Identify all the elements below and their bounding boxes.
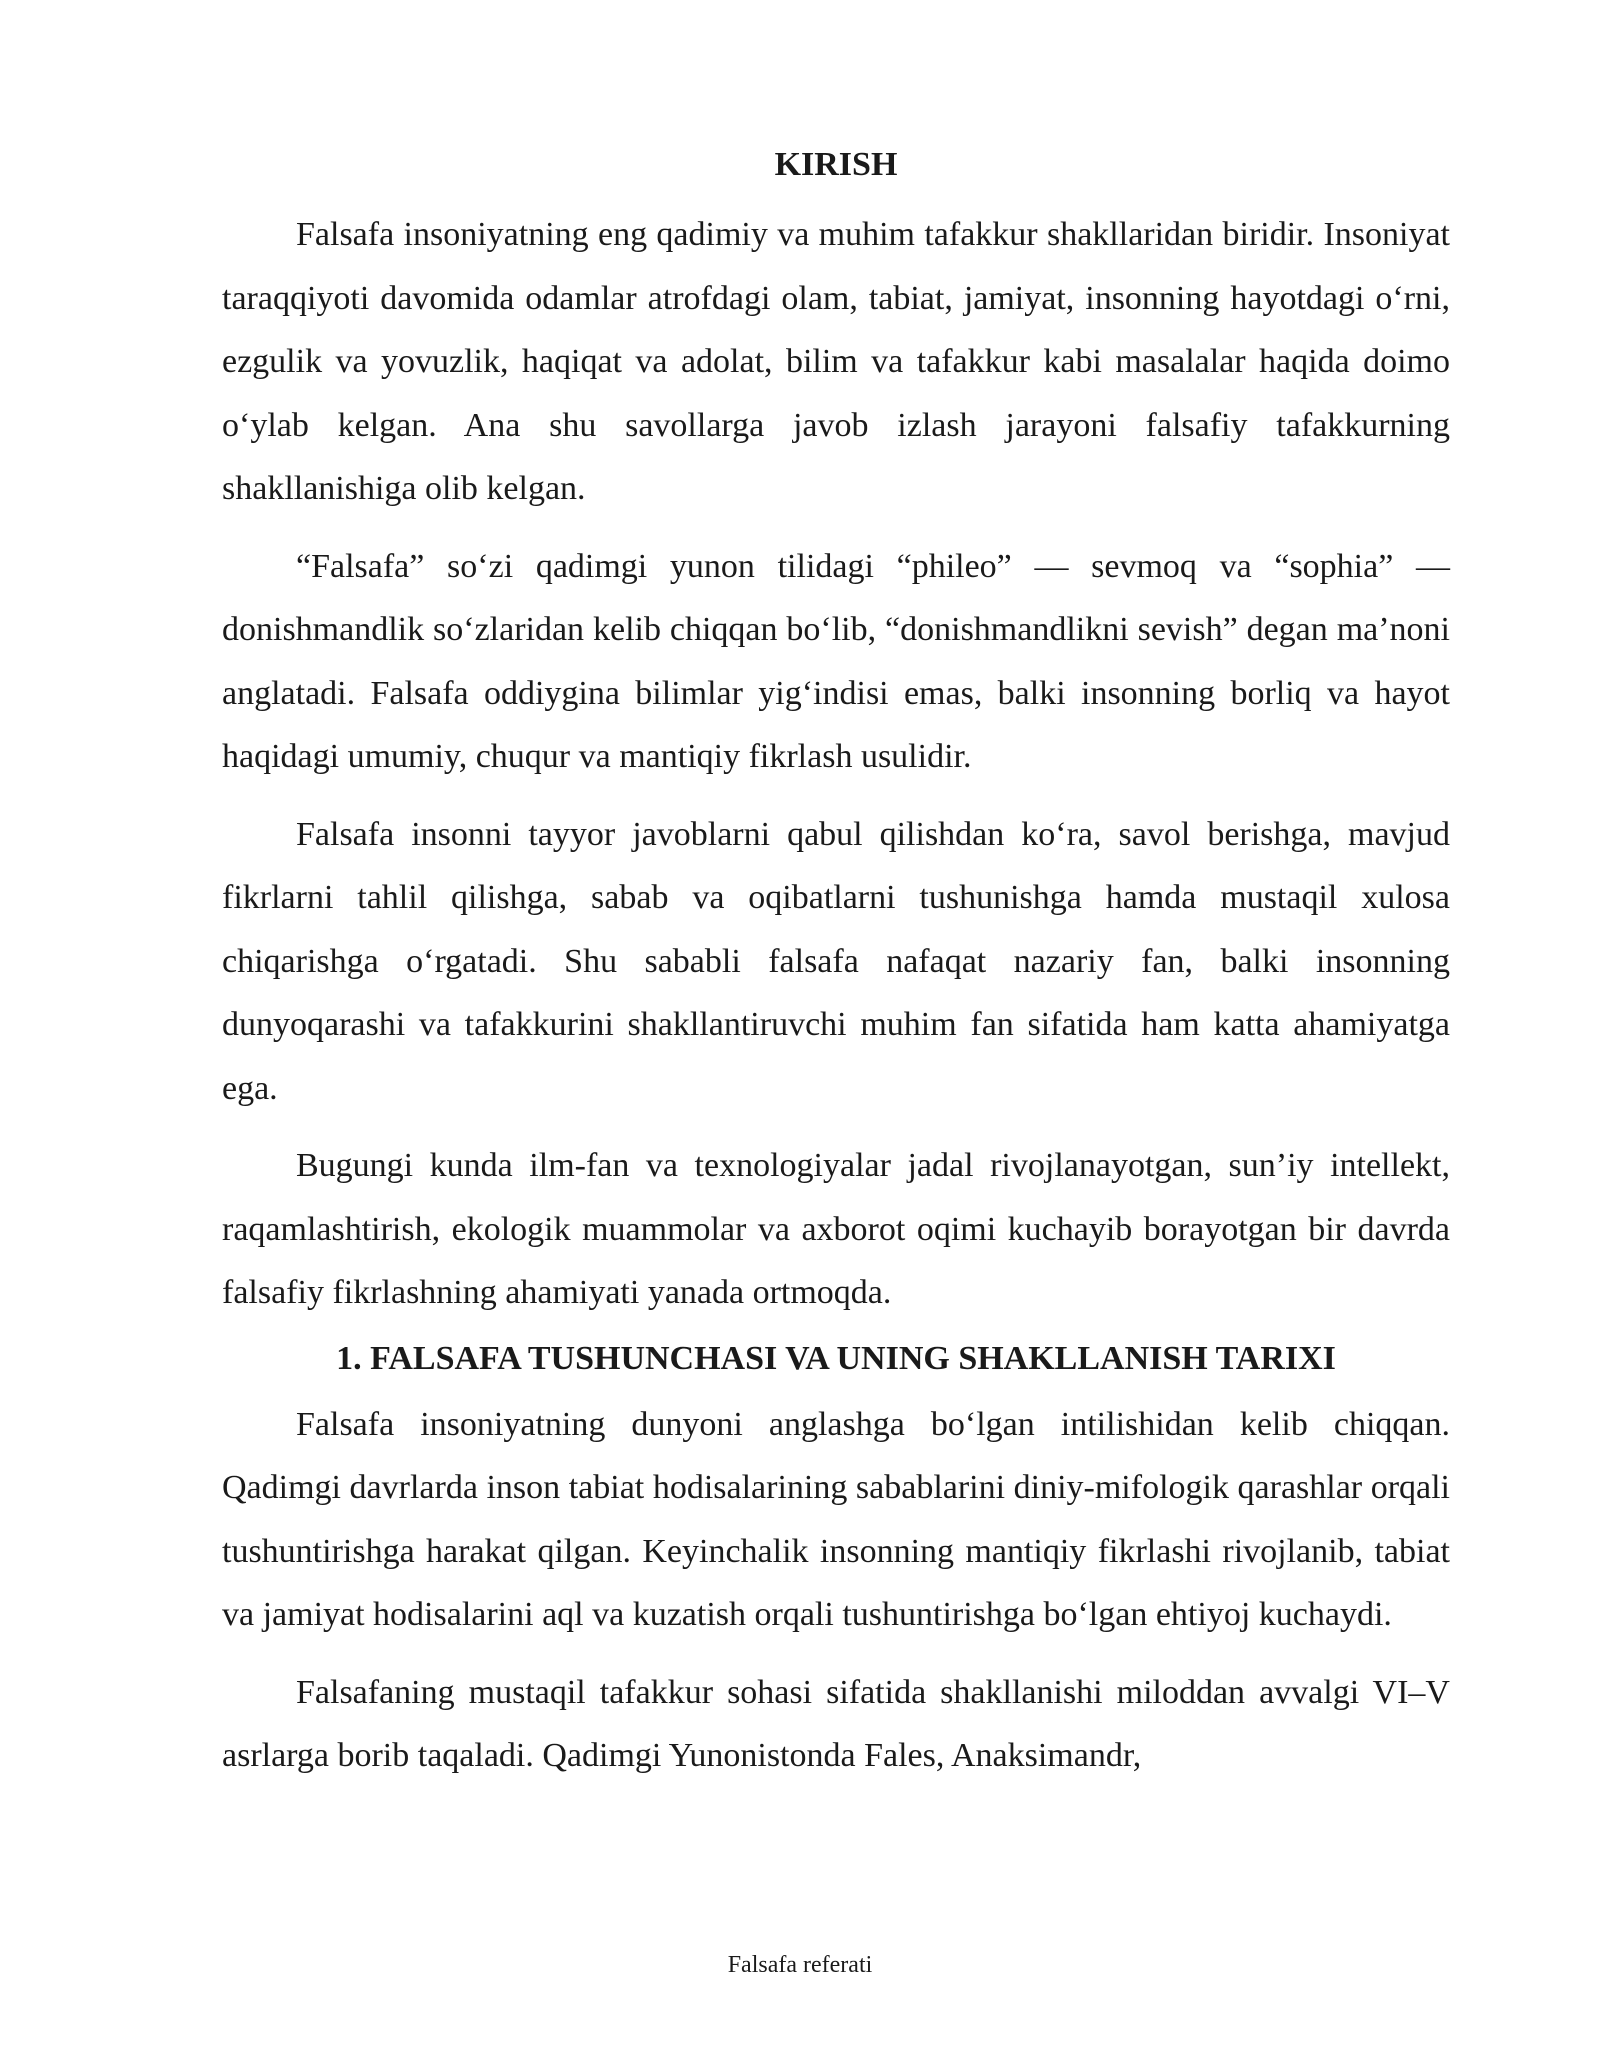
document-page xyxy=(222,145,1450,1802)
page-footer: Falsafa referati xyxy=(727,1952,873,1978)
intro-paragraph-3: Falsafa insonni tayyor javoblarni qabul qilishdan ko‘ra, savol berishga, mavjud fikrlarni tahlil qilishga, sabab va oqibatlarni tushunishga hamda mustaqil xulosa chiqarishga o‘rgatadi. Shu sababli falsafa nafaqat nazariy fan, balki insonning dunyoqarashi va tafakkurini shakllantiruvchi muhim fan sifatida ham katta ahamiyatga ega. xyxy=(222,815,1450,1107)
page-title: KIRISH xyxy=(774,146,898,183)
section-paragraph-2: Falsafaning mustaqil tafakkur sohasi sifatida shakllanishi miloddan avvalgi VI–V asrlarga borib taqaladi. Qadimgi Yunonistonda Fales, Anaksimandr, xyxy=(222,1673,1450,1774)
section-paragraph-1: Falsafa insoniyatning dunyoni anglashga bo‘lgan intilishidan kelib chiqqan. Qadimgi davrlarda inson tabiat hodisalarining sabablarini diniy-mifologik qarashlar orqali tushuntirishga harakat qilgan. Keyinchalik insonning mantiqiy fikrlashi rivojlanib, tabiat va jamiyat hodisalarini aql va kuzatish orqali tushuntirishga bo‘lgan ehtiyoj kuchaydi. xyxy=(222,1405,1450,1633)
intro-paragraph-2: “Falsafa” so‘zi qadimgi yunon tilidagi “phileo” — sevmoq va “sophia” — donishmandlik so‘zlaridan kelib chiqqan bo‘lib, “donishmandlikni sevish” degan ma’noni anglatadi. Falsafa oddiygina bilimlar yig‘indisi emas, balki insonning borliq va hayot haqidagi umumiy, chuqur va mantiqiy fikrlash usulidir. xyxy=(222,547,1450,775)
intro-paragraph-4: Bugungi kunda ilm-fan va texnologiyalar jadal rivojlanayotgan, sun’iy intellekt, raqamlashtirish, ekologik muammolar va axborot oqimi kuchayib borayotgan bir davrda falsafiy fikrlashning ahamiyati yanada ortmoqda. xyxy=(222,1147,1450,1311)
section-heading: 1. FALSAFA TUSHUNCHASI VA UNING SHAKLLANISH TARIXI xyxy=(336,1339,1336,1377)
intro-paragraph-1: Falsafa insoniyatning eng qadimiy va muhim tafakkur shakllaridan biridir. Insoniyat taraqqiyoti davomida odamlar atrofdagi olam, tabiat, jamiyat, insonning hayotdagi o‘rni, ezgulik va yovuzlik, haqiqat va adolat, bilim va tafakkur kabi masalalar haqida doimo o‘ylab kelgan. Ana shu savollarga javob izlash jarayoni falsafiy tafakkurning shakllanishiga olib kelgan. xyxy=(222,216,1450,507)
